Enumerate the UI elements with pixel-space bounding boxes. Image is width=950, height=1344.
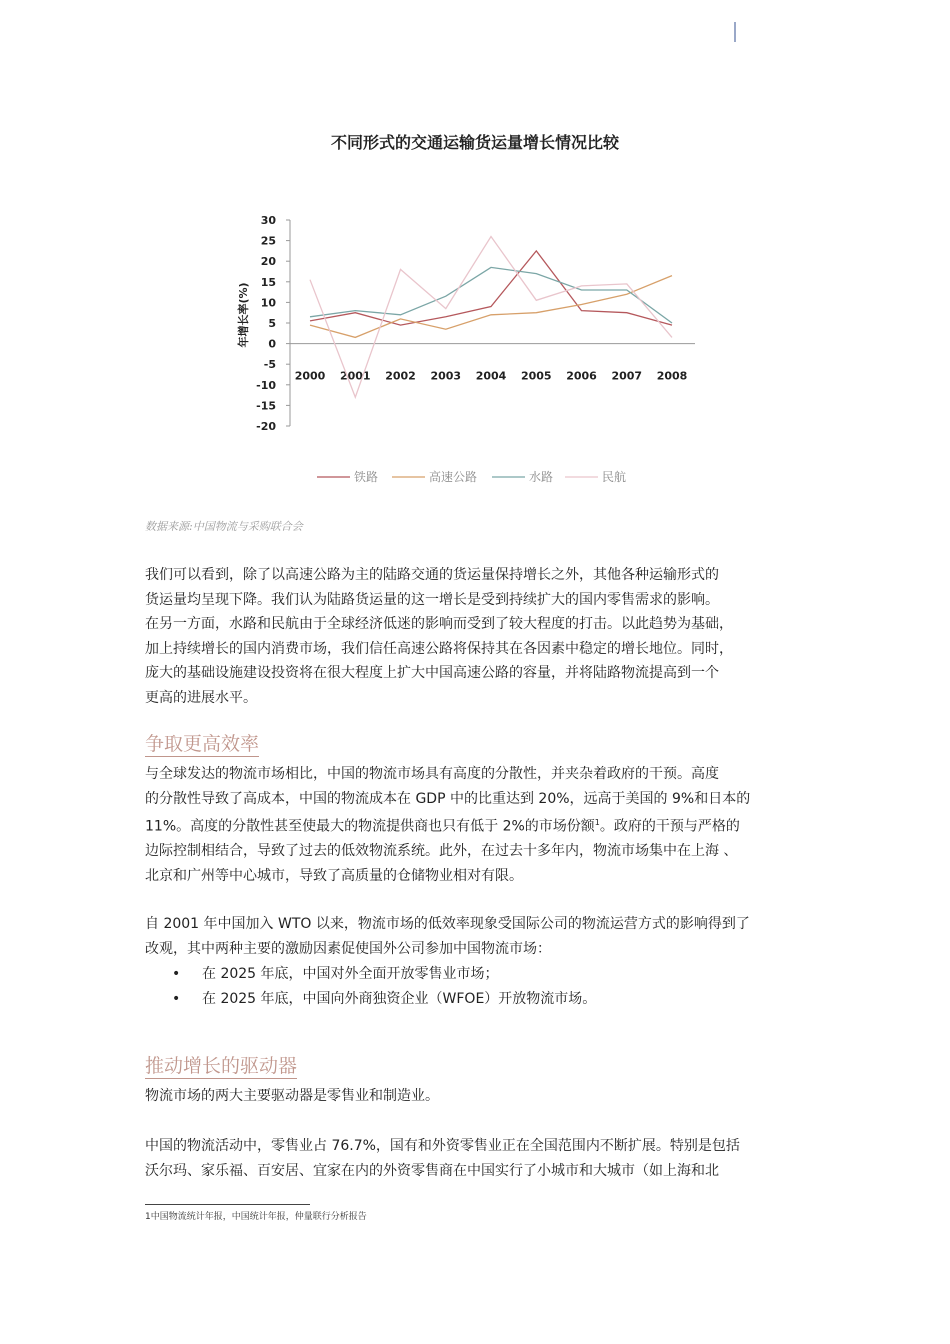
x-tick-label: 2007 [611, 369, 643, 383]
paragraph-2 [145, 762, 825, 888]
x-tick-label: 2005 [520, 369, 552, 383]
list-item-text: 在 2025 年底，中国向外商独资企业（WFOE）开放物流市场。 [202, 991, 597, 1007]
paragraph-2-part-2: 。政府的干预与严格的 边际控制相结合，导致了过去的低效物流系统。此外，在过去十多年内，物流市场集中在上海 、 北京和广州等中心城市，导致了高质量的仓储物业相对有限。 [145, 818, 740, 884]
x-tick-label: 2001 [339, 369, 371, 383]
heading-efficiency: 争取更高效率 [145, 733, 260, 755]
x-tick-label: 2004 [475, 369, 507, 383]
footnote: 1中国物流统计年报，中国统计年报，仲量联行分析报告 [145, 1212, 367, 1222]
chart-title: 不同形式的交通运输货运量增长情况比较 [330, 133, 619, 152]
y-tick-label: -20 [256, 420, 276, 433]
bullet-icon: • [172, 991, 181, 1007]
growth-line-chart [225, 200, 725, 490]
x-tick-label: 2006 [566, 369, 597, 383]
list-item [172, 962, 596, 987]
list-item-text: 在 2025 年底，中国对外全面开放零售业市场； [202, 966, 499, 982]
y-axis-label: 年增长率(%) [237, 282, 250, 348]
bullet-icon: • [172, 966, 181, 982]
x-tick-label: 2000 [294, 369, 326, 383]
y-tick-label: -10 [256, 378, 276, 392]
paragraph-4: 物流市场的两大主要驱动器是零售业和制造业。 [145, 1088, 439, 1104]
paragraph-3: 自 2001 年中国加入 WTO 以来，物流市场的低效率现象受国际公司的物流运营方式的影响得到了 改观，其中两种主要的激励因素促使国外公司参加中国物流市场： [145, 916, 750, 957]
series-line-铁路 [310, 251, 672, 325]
paragraph-5: 中国的物流活动中，零售业占 76.7%，国有和外资零售业正在全国范围内不断扩展。特别是包括 沃尔玛、家乐福、百安居、宜家在内的外资零售商在中国实行了小城市和大城市（如上海和北 [145, 1138, 740, 1179]
x-tick-label: 2008 [656, 369, 688, 383]
y-tick-label: 5 [268, 317, 276, 330]
page-corner-mark [734, 22, 736, 42]
y-tick-label: 30 [260, 214, 276, 227]
footnote-reference[interactable]: 1 [594, 818, 600, 827]
y-tick-label: 15 [260, 275, 276, 289]
paragraph-2-part-1: 与全球发达的物流市场相比，中国的物流市场具有高度的分散性，并夹杂着政府的干预。高度 的分散性导致了高成本，中国的物流成本在 GDP 中的比重达到 20%，远高于美国的 9%和日本的 11%。高度的分散性甚至使最大的物流提供商也只有低于 2%的市场份额 [145, 766, 751, 835]
data-source-note: 数据来源:中国物流与采购联合会 [145, 520, 303, 533]
y-tick-label: 0 [268, 337, 276, 351]
legend-label: 民航 [602, 470, 627, 484]
y-tick-label: 20 [260, 255, 276, 269]
x-tick-label: 2003 [430, 369, 462, 383]
incentive-list [172, 962, 596, 1012]
footnote-divider [145, 1204, 310, 1205]
legend-label: 水路 [529, 470, 554, 484]
y-tick-label: 10 [260, 296, 276, 310]
heading-growth-drivers: 推动增长的驱动器 [145, 1055, 298, 1077]
legend-label: 高速公路 [429, 470, 478, 484]
list-item [172, 987, 596, 1012]
y-tick-label: 25 [260, 234, 276, 248]
x-tick-label: 2002 [385, 369, 416, 383]
y-tick-label: -5 [263, 358, 276, 372]
legend-label: 铁路 [354, 470, 379, 484]
y-tick-label: -15 [256, 399, 276, 413]
paragraph-1: 我们可以看到，除了以高速公路为主的陆路交通的货运量保持增长之外，其他各种运输形式的 货运量均呈现下降。我们认为陆路货运量的这一增长是受到持续扩大的国内零售需求的影响。 在另一方面，水路和民航由于全球经济低迷的影响而受到了较大程度的打击。以此趋势为基础， 加上持续增长的国内消费市场，我们信任高速公路将保持其在各因素中稳定的增长地位。同时， 庞大的基础设施建设投资将在很大程度上扩大中国高速公路的容量，并将陆路物流提高到一个 更高的进展水平。 [145, 567, 733, 706]
